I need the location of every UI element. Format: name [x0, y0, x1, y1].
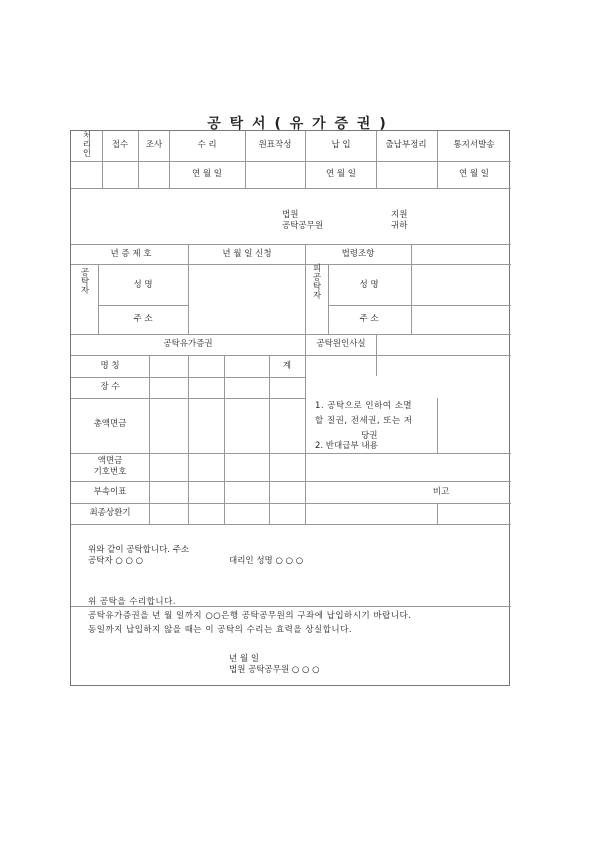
clause-line-3: 당권 [361, 431, 378, 441]
beneficiary-name-label: 성 명 [359, 280, 379, 290]
final-redemption-label: 최종상환기 [89, 508, 131, 518]
court-label: 법원 [282, 210, 299, 220]
count-label: 장 수 [100, 382, 120, 392]
total-label: 계 [282, 361, 292, 371]
acceptance-line-2: 공탁유가증권을 년 월 일까지 ○○은행 공탁공무원의 구좌에 납입하시기 바랍니다. [88, 611, 412, 621]
branch-label: 지원 [391, 210, 408, 220]
receipt-label: 접수 [111, 140, 129, 150]
deposit-form [70, 130, 510, 686]
beneficiary-label: 피공탁자 [312, 264, 322, 301]
declaration-line: 위와 같이 공탁합니다. 주소 [88, 545, 190, 555]
deposit-officer-label: 공탁공무원 [282, 221, 324, 231]
depositor-address-label: 주 소 [133, 314, 153, 324]
remarks-label: 비고 [432, 487, 450, 497]
acceptance-line-3: 동일까지 납입하지 않을 때는 이 공탁의 수리는 효력을 상실합니다. [88, 625, 353, 635]
notice-sending-label: 통지서발송 [453, 140, 495, 150]
case-number-label: 년 증 제 호 [110, 249, 152, 259]
depositor-signature: 공탁자 ○ ○ ○ [88, 556, 143, 566]
total-face-value-label: 총액면금 [93, 419, 127, 429]
acceptance-line-1: 위 공탁을 수리합니다. [88, 597, 177, 607]
application-date-label: 년 월 일 신청 [222, 249, 272, 259]
payment-label: 납 입 [331, 140, 351, 150]
clause-line-1: 1. 공탁으로 인하여 소멸 [315, 401, 413, 411]
payment-date: 연 월 일 [325, 169, 357, 179]
symbol-number-label: 기호번호 [93, 467, 127, 477]
face-value-label: 액면금 [97, 456, 123, 466]
cashbook-label: 출납부정리 [385, 140, 427, 150]
processor-label: 처리인 [82, 131, 92, 159]
acceptance-date: 년 월 일 [229, 654, 260, 664]
honorific-label: 귀하 [391, 221, 408, 231]
notice-date: 연 월 일 [458, 169, 490, 179]
clause-line-4: 2. 반대급부 내용 [315, 441, 378, 451]
depositor-label: 공탁자 [80, 268, 90, 296]
agent-signature: 대리인 성명 ○ ○ ○ [229, 556, 304, 566]
ledger-creation-label: 원표작성 [258, 140, 292, 150]
deposit-cause-label: 공탁원인사실 [316, 339, 366, 349]
coupon-label: 부속이표 [93, 487, 127, 497]
securities-header: 공탁유가증권 [163, 339, 213, 349]
law-article-label: 법령조항 [341, 249, 375, 259]
document-title: 공 탁 서 ( 유 가 증 권 ) [207, 116, 388, 132]
beneficiary-address-label: 주 소 [359, 314, 379, 324]
securities-name-label: 명 칭 [100, 361, 120, 371]
depositor-name-label: 성 명 [133, 280, 153, 290]
clause-line-2: 할 질권, 전세권, 또는 저 [315, 416, 413, 426]
officer-signature: 법원 공탁공무원 ○ ○ ○ [229, 665, 320, 675]
investigation-label: 조사 [145, 140, 163, 150]
acceptance-label: 수 리 [197, 140, 217, 150]
acceptance-date: 연 월 일 [191, 169, 223, 179]
